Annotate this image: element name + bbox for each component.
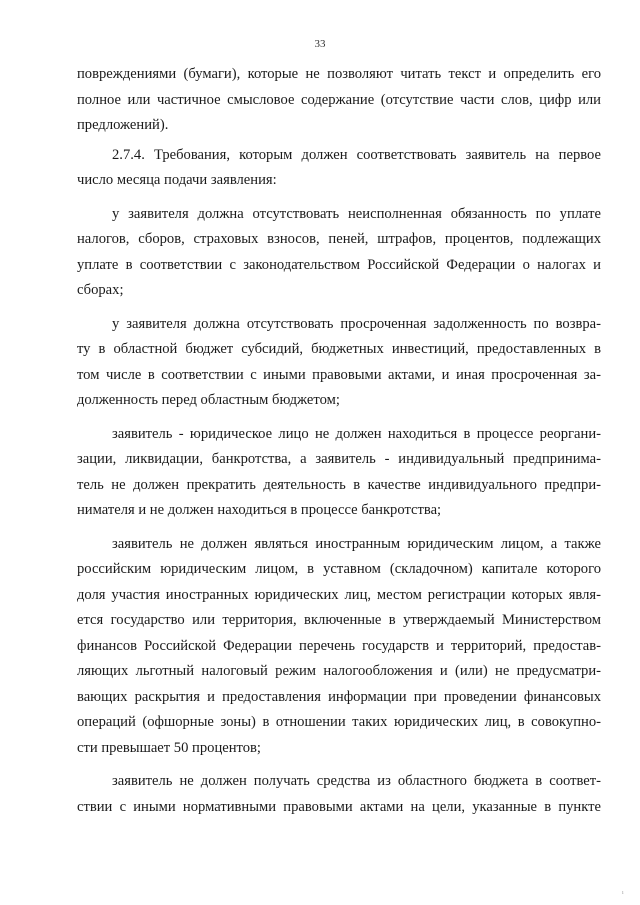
text-line: тель не должен прекратить деятельность в качестве индивидуального предпри-: [77, 476, 601, 493]
paragraph-damage-continuation: [77, 62, 601, 139]
text-line: долженность перед областным бюджетом;: [77, 392, 340, 408]
paragraph-section-2-7-4: [77, 143, 601, 194]
text-line: нимателя и не должен находиться в процессе банкротства;: [77, 502, 442, 518]
text-line: заявитель не должен получать средства из областного бюджета в соответ-: [112, 773, 601, 789]
document-body: [77, 62, 601, 820]
text-line: 2.7.4. Требования, которым должен соответствовать заявитель на первое: [112, 146, 601, 163]
text-line: сти превышает 50 процентов;: [77, 739, 261, 756]
scan-edge-mark: ı: [622, 890, 624, 896]
text-line: вающих раскрытия и предоставления информации при проведении финансовых: [77, 688, 601, 705]
paragraph-reorganization: [77, 422, 601, 524]
paragraph-tax-obligations: [77, 202, 601, 304]
text-line: финансов Российской Федерации перечень государств и территорий, предостав-: [77, 637, 601, 654]
text-line: ту в областной бюджет субсидий, бюджетных инвестиций, предоставленных в: [77, 341, 601, 357]
paragraph-other-funding: [77, 769, 601, 820]
text-line: том числе в соответствии с иными правовыми актами, и иная просроченная за-: [77, 366, 601, 383]
text-line: операций (офшорные зоны) в отношении таких юридических лиц, в совокупно-: [77, 714, 601, 730]
text-line: российским юридическим лицом, в уставном (складочном) капитале которого: [77, 561, 601, 577]
paragraph-foreign-entity: [77, 532, 601, 762]
text-line: уплате в соответствии с законодательством Российской Федерации о налогах и: [77, 256, 601, 273]
text-line: доля участия иностранных юридических лиц, местом регистрации которых явля-: [77, 586, 601, 603]
text-line: зации, ликвидации, банкротства, а заявитель - индивидуальный предпринима-: [77, 451, 601, 467]
text-line: заявитель - юридическое лицо не должен находиться в процессе реоргани-: [112, 425, 601, 442]
page-number: 33: [314, 38, 326, 50]
text-line: налогов, сборов, страховых взносов, пеней, штрафов, процентов, подлежащих: [77, 231, 601, 247]
text-line: полное или частичное смысловое содержание (отсутствие части слов, цифр или: [77, 91, 601, 108]
text-line: предложений).: [77, 117, 169, 133]
text-line: число месяца подачи заявления:: [77, 172, 277, 188]
text-line: сборах;: [77, 282, 124, 298]
text-line: у заявителя должна отсутствовать неисполненная обязанность по уплате: [112, 205, 601, 222]
text-line: у заявителя должна отсутствовать просроченная задолженность по возвра-: [112, 315, 601, 332]
text-line: ляющих льготный налоговый режим налогообложения и (или) не предусматри-: [77, 663, 601, 679]
text-line: ется государство или территория, включенные в утверждаемый Министерством: [77, 612, 601, 628]
paragraph-overdue-debt: [77, 312, 601, 414]
text-line: повреждениями (бумаги), которые не позволяют читать текст и определить его: [77, 66, 601, 82]
text-line: ствии с иными нормативными правовыми актами на цели, указанные в пункте: [77, 798, 601, 815]
text-line: заявитель не должен являться иностранным юридическим лицом, а также: [112, 535, 601, 552]
